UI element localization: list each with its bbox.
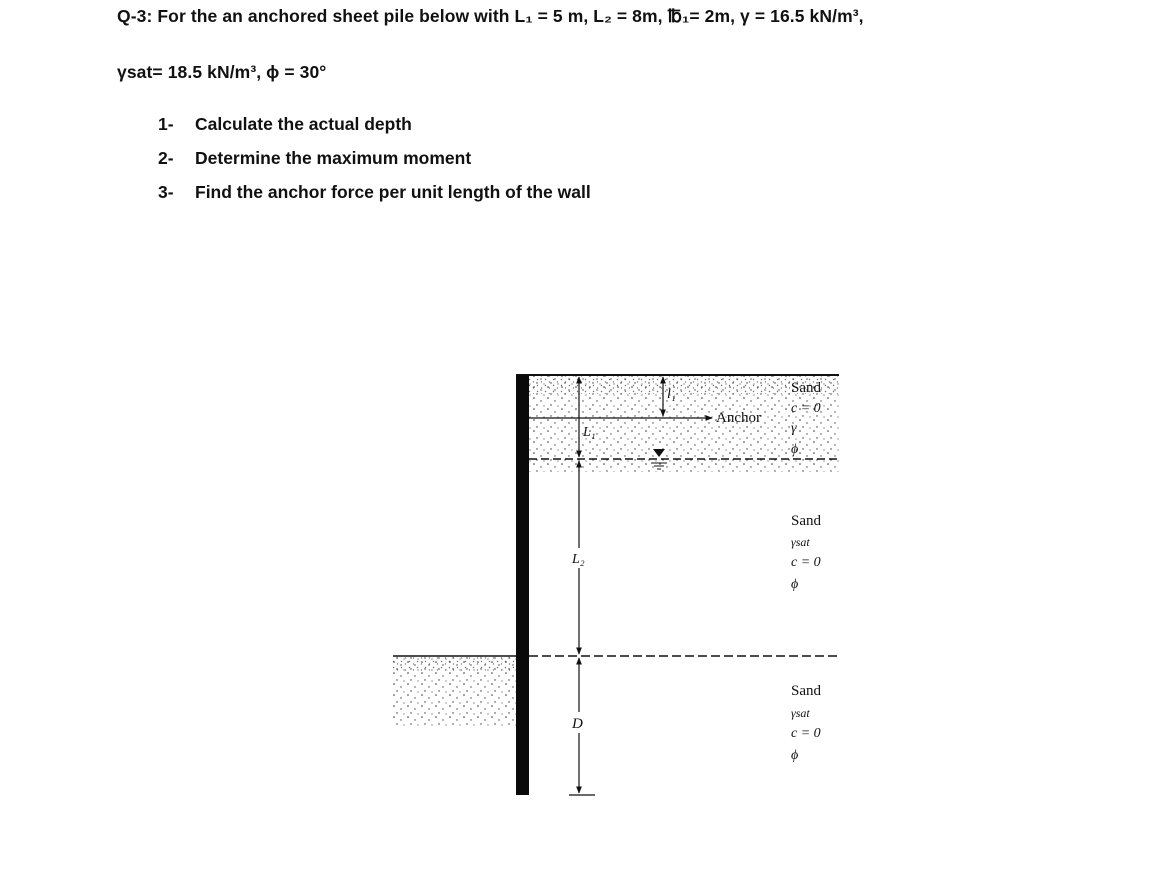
question-line-1: Q-3: For the an anchored sheet pile below with L₁ = 5 m, L₂ = 8m, ℔₁= 2m, γ = 16.5 kN/m³,: [117, 6, 864, 26]
svg-text:γsat: γsat: [791, 706, 810, 720]
layer-2-properties: [791, 513, 822, 592]
svg-text:ϕ: ϕ: [791, 442, 799, 457]
svg-text:c = 0: c = 0: [791, 726, 821, 741]
passive-sand-layer: [393, 656, 516, 727]
svg-text:γsat: γsat: [791, 535, 810, 549]
task-item: 3- Find the anchor force per unit length of the wall: [158, 182, 591, 202]
layer-3-properties: [791, 683, 822, 763]
svg-text:Sand: Sand: [791, 683, 821, 699]
svg-text:ϕ: ϕ: [791, 748, 799, 763]
svg-text:γ: γ: [791, 421, 797, 436]
question-line-2: γsat= 18.5 kN/m³, ϕ = 30°: [117, 62, 327, 82]
svg-text:c = 0: c = 0: [791, 401, 821, 416]
svg-text:c = 0: c = 0: [791, 555, 821, 570]
anchor-label: Anchor: [716, 410, 761, 426]
svg-text:ϕ: ϕ: [791, 577, 799, 592]
sheet-pile: [516, 375, 529, 795]
dim-D-label: D: [572, 716, 583, 732]
task-item: 1- Calculate the actual depth: [158, 114, 412, 134]
svg-text:Sand: Sand: [791, 380, 821, 396]
dim-L1-label: L₁: [583, 425, 596, 440]
dim-l1-label: l₁: [667, 387, 676, 402]
task-item: 2- Determine the maximum moment: [158, 148, 472, 168]
svg-text:Sand: Sand: [791, 513, 821, 529]
dim-L2-label: L₂: [572, 552, 585, 567]
